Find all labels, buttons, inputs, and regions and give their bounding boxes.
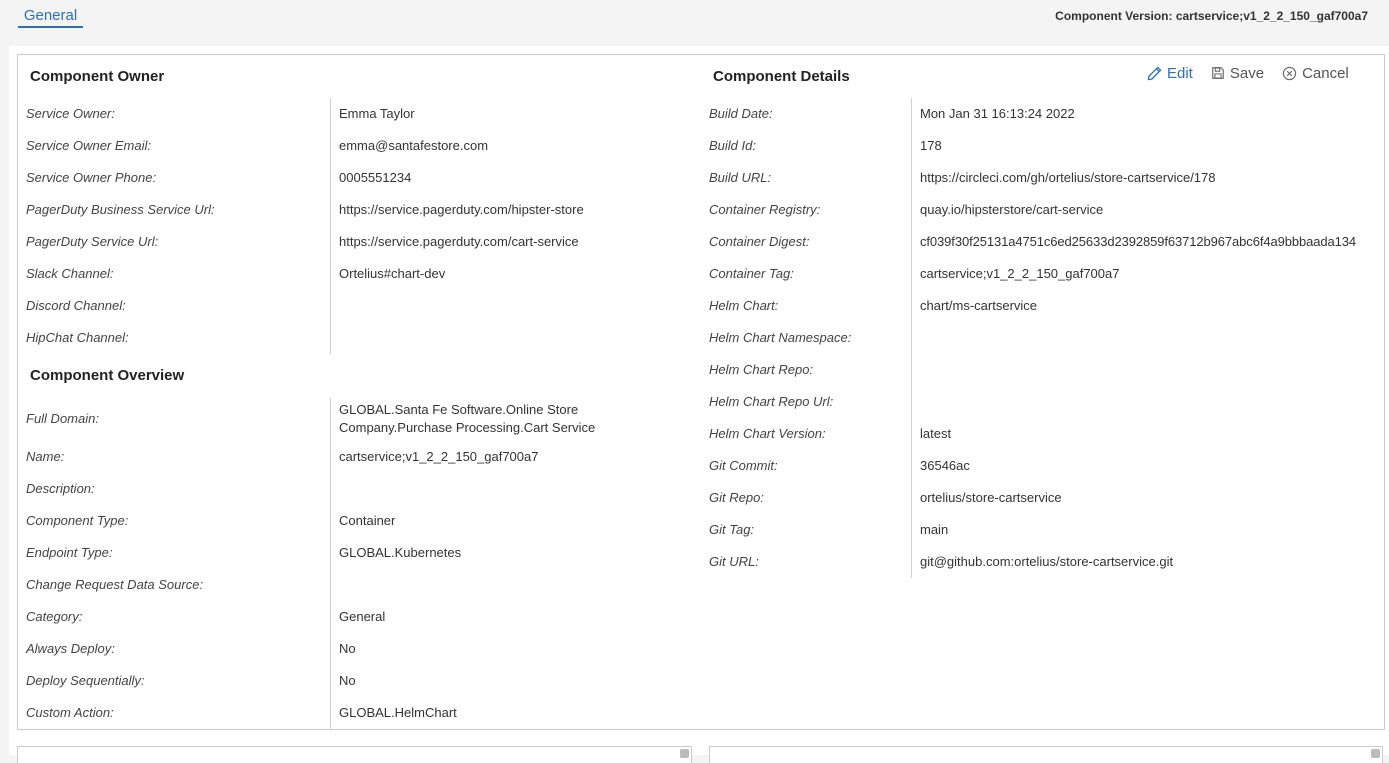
owner-label: PagerDuty Business Service Url: [26,202,215,217]
scrollbar-thumb[interactable] [680,749,689,758]
bottom-right-panel [709,746,1383,763]
details-value: Mon Jan 31 16:13:24 2022 [920,106,1075,121]
scrollbar-thumb[interactable] [1371,749,1380,758]
overview-label: Full Domain: [26,411,99,426]
close-circle-icon [1282,66,1297,81]
overview-label: Custom Action: [26,705,114,720]
details-label: Build Date: [709,106,773,121]
main-panel [9,46,1389,755]
details-label: Git Repo: [709,490,764,505]
overview-column-divider [330,398,331,729]
owner-value: 0005551234 [339,170,412,185]
details-label: Helm Chart: [709,298,779,313]
owner-label: Slack Channel: [26,266,114,281]
details-column-divider [911,98,912,578]
overview-value: General [339,609,386,624]
owner-label: Service Owner Phone: [26,170,157,185]
component-info-box [17,54,1385,730]
owner-value: Ortelius#chart-dev [339,266,446,281]
details-label: Build URL: [709,170,772,185]
action-bar [1147,63,1349,83]
edit-button[interactable] [1147,65,1193,82]
edit-label: Edit [1167,64,1193,82]
bottom-left-panel [17,746,692,763]
owner-label: PagerDuty Service Url: [26,234,159,249]
overview-value: GLOBAL.HelmChart [339,705,457,720]
component-version: Component Version: cartservice;v1_2_2_150_gaf700a7 [1055,9,1368,23]
overview-label: Always Deploy: [26,641,115,656]
details-value: cartservice;v1_2_2_150_gaf700a7 [920,266,1120,281]
cancel-label: Cancel [1302,64,1349,82]
details-label: Helm Chart Repo Url: [709,394,834,409]
details-value: 36546ac [920,458,970,473]
details-value: https://circleci.com/gh/ortelius/store-cartservice/178 [920,170,1216,185]
details-value: cf039f30f25131a4751c6ed25633d2392859f63712b967abc6f4a9bbbaada134 [920,234,1357,249]
details-label: Container Digest: [709,234,810,249]
details-label: Container Tag: [709,266,794,281]
top-bar [0,0,1389,45]
details-value: ortelius/store-cartservice [920,490,1062,505]
overview-value: No [339,641,356,656]
details-label: Git Tag: [709,522,755,537]
owner-value: https://service.pagerduty.com/hipster-store [339,202,584,217]
component-owner-title: Component Owner [30,68,165,85]
overview-value: cartservice;v1_2_2_150_gaf700a7 [339,449,539,464]
owner-value: emma@santafestore.com [339,138,489,153]
owner-value: https://service.pagerduty.com/cart-service [339,234,579,249]
owner-value: Emma Taylor [339,106,415,121]
overview-label: Category: [26,609,83,624]
owner-label: Discord Channel: [26,298,126,313]
details-label: Build Id: [709,138,756,153]
details-value: main [920,522,949,537]
overview-label: Endpoint Type: [26,545,113,560]
details-label: Container Registry: [709,202,821,217]
cancel-button[interactable] [1282,65,1349,82]
save-button[interactable] [1211,65,1264,82]
details-label: Helm Chart Version: [709,426,826,441]
overview-label: Name: [26,449,65,464]
overview-label: Change Request Data Source: [26,577,204,592]
owner-column-divider [330,98,331,354]
tab-general[interactable]: General [18,5,83,28]
overview-value: GLOBAL.Kubernetes [339,545,462,560]
save-icon [1211,66,1225,80]
overview-value: Container [339,513,396,528]
owner-label: Service Owner: [26,106,115,121]
details-label: Helm Chart Repo: [709,362,814,377]
overview-value: No [339,673,356,688]
owner-label: Service Owner Email: [26,138,151,153]
details-value: 178 [920,138,942,153]
details-value: quay.io/hipsterstore/cart-service [920,202,1104,217]
overview-label: Deploy Sequentially: [26,673,145,688]
component-overview-title: Component Overview [30,367,185,384]
details-value: latest [920,426,952,441]
overview-label: Description: [26,481,95,496]
details-label: Helm Chart Namespace: [709,330,852,345]
component-details-title: Component Details [713,68,850,85]
details-value: chart/ms-cartservice [920,298,1038,313]
details-value: git@github.com:ortelius/store-cartservice.git [920,554,1174,569]
pencil-icon [1147,66,1162,81]
owner-label: HipChat Channel: [26,330,129,345]
details-label: Git Commit: [709,458,778,473]
details-label: Git URL: [709,554,759,569]
save-label: Save [1229,64,1265,82]
overview-value: GLOBAL.Santa Fe Software.Online Store Company.Purchase Processing.Cart Service [339,402,596,435]
overview-label: Component Type: [26,513,129,528]
